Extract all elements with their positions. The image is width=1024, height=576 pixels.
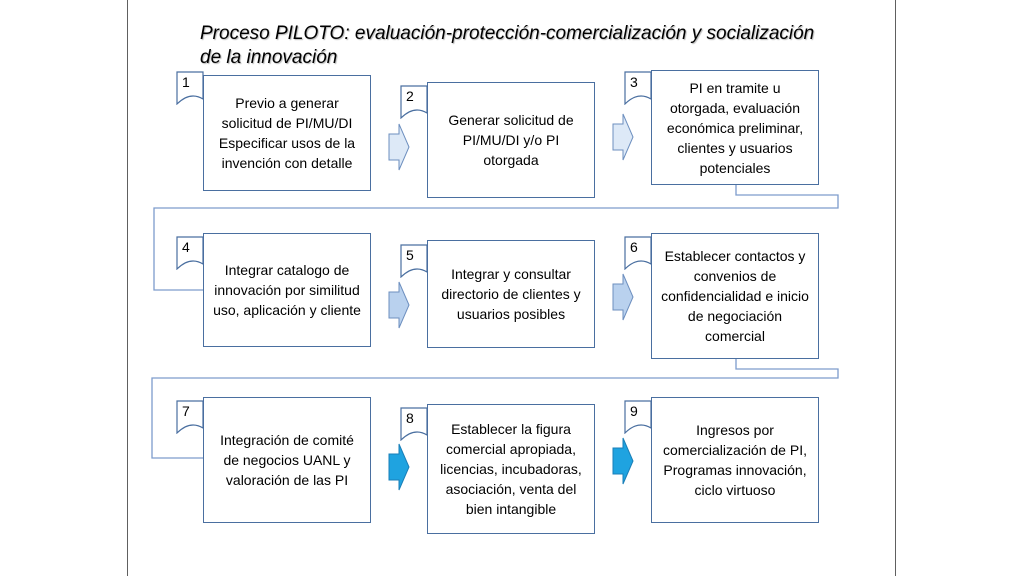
step-number-tag-9 [624,400,648,428]
step-number-7: 7 [182,403,190,419]
step-text-8: Establecer la figura comercial apropiada, licencias, incubadoras, asociación, venta del bien intangible [440,421,582,517]
step-box-2 [427,82,595,198]
step-number-tag-1 [176,71,200,99]
step-number-6: 6 [630,239,638,255]
step-number-tag-5 [400,244,424,272]
step-text-9: Ingresos por comercialización de PI, Programas innovación, ciclo virtuoso [663,422,807,498]
arrow-5-to-6 [612,273,634,321]
step-text-3: PI en tramite u otorgada, evaluación económica preliminar, clientes y usuarios potenciales [666,79,804,176]
step-number-tag-7 [176,400,200,428]
step-number-9: 9 [630,403,638,419]
step-number-tag-2 [400,85,424,113]
step-number-4: 4 [182,239,190,255]
step-box-3 [651,70,819,185]
step-number-2: 2 [406,88,414,104]
step-text-1: Previo a generar solicitud de PI/MU/DI Especificar usos de la invención con detalle [218,95,356,171]
step-box-8 [427,404,595,534]
step-text-7: Integración de comité de negocios UANL y valoración de las PI [220,432,354,488]
step-number-1: 1 [182,74,190,90]
arrow-4-to-5 [388,281,410,329]
step-box-7 [203,397,371,523]
arrow-1-to-2 [388,123,410,171]
step-number-5: 5 [406,247,414,263]
step-number-tag-4 [176,236,200,264]
step-text-2: Generar solicitud de PI/MU/DI y/o PI otorgada [448,112,574,168]
step-number-tag-3 [624,71,648,99]
step-box-6 [651,233,819,359]
step-number-tag-8 [400,407,424,435]
step-number-3: 3 [630,74,638,90]
step-number-tag-6 [624,236,648,264]
diagram-title: Proceso PILOTO: evaluación-protección-comercialización y socialización de la innovación [200,23,815,68]
step-box-9 [651,397,819,523]
step-box-1 [203,75,371,191]
arrow-7-to-8 [388,443,410,491]
step-box-5 [427,240,595,348]
step-text-6: Establecer contactos y convenios de confidencialidad e inicio de negociación comercial [661,248,809,344]
arrow-2-to-3 [612,113,634,161]
step-box-4 [203,233,371,347]
step-number-8: 8 [406,410,414,426]
step-text-5: Integrar y consultar directorio de clientes y usuarios posibles [441,266,581,322]
arrow-8-to-9 [612,437,634,485]
step-text-4: Integrar catalogo de innovación por similitud uso, aplicación y cliente [213,262,361,318]
